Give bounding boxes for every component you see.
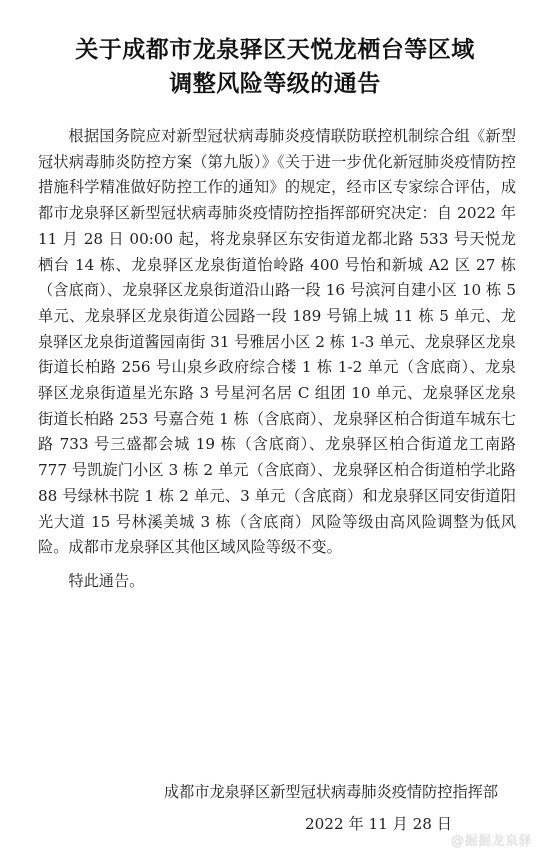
- notice-closing: 特此通告。: [68, 571, 145, 590]
- notice-body-paragraph: 根据国务院应对新型冠状病毒肺炎疫情联防联控机制综合组《新型冠状病毒肺炎防控方案（第九版）》《关于进一步优化新冠肺炎疫情防控措施科学精准做好防控工作的通知》的规定，经市区专家综合评估，成都市龙泉驿区新型冠状病毒肺炎疫情防控指挥部研究决定：自 2022 年 11 月 28 日 00:00 起，将龙泉驿区东安街道龙都北路 533 号天悦龙栖台 14 栋、龙泉驿区龙泉街道怡岭路 400 号怡和新城 A2 区 27 栋（含底商）、龙泉驿区龙泉街道沿山路一段 16 号滨河自建小区 10 栋 5 单元、龙泉驿区龙泉街道公园路一段 189 号锦上城 11 栋 5 单元、龙泉驿区龙泉街道酱园南街 31 号雅居小区 2 栋 1-3 单元、龙泉驿区龙泉街道长柏路 256 号山泉乡政府综合楼 1 栋 1-2 单元（含底商）、龙泉驿区龙泉街道星光东路 3 号星河名居 C 组团 10 单元、龙泉驿区龙泉街道长柏路 253 号嘉合苑 1 栋（含底商）、龙泉驿区柏合街道车城东七路 733 号三盛都会城 19 栋（含底商）、龙泉驿区柏合街道龙工南路 777 号凯旋门小区 3 栋 2 单元（含底商）、龙泉驿区柏合街道柏学北路 88 号绿林书院 1 栋 2 单元、3 单元（含底商）和龙泉驿区同安街道阳光大道 15 号林溪美城 3 栋（含底商）风险等级由高风险调整为低风险。成都市龙泉驿区其他区域风险等级不变。: [38, 127, 516, 557]
- signature-organization: 成都市龙泉驿区新型冠状病毒肺炎疫情防控指挥部: [163, 783, 498, 801]
- notice-body: [38, 124, 516, 595]
- notice-title-line2: 调整风险等级的通告: [169, 71, 381, 97]
- watermark: @掘掘龙泉驿: [450, 834, 532, 849]
- notice-title-line1: 关于成都市龙泉驿区天悦龙栖台等区域: [75, 37, 475, 63]
- signature-date: 2022 年 11 月 28 日: [304, 815, 452, 833]
